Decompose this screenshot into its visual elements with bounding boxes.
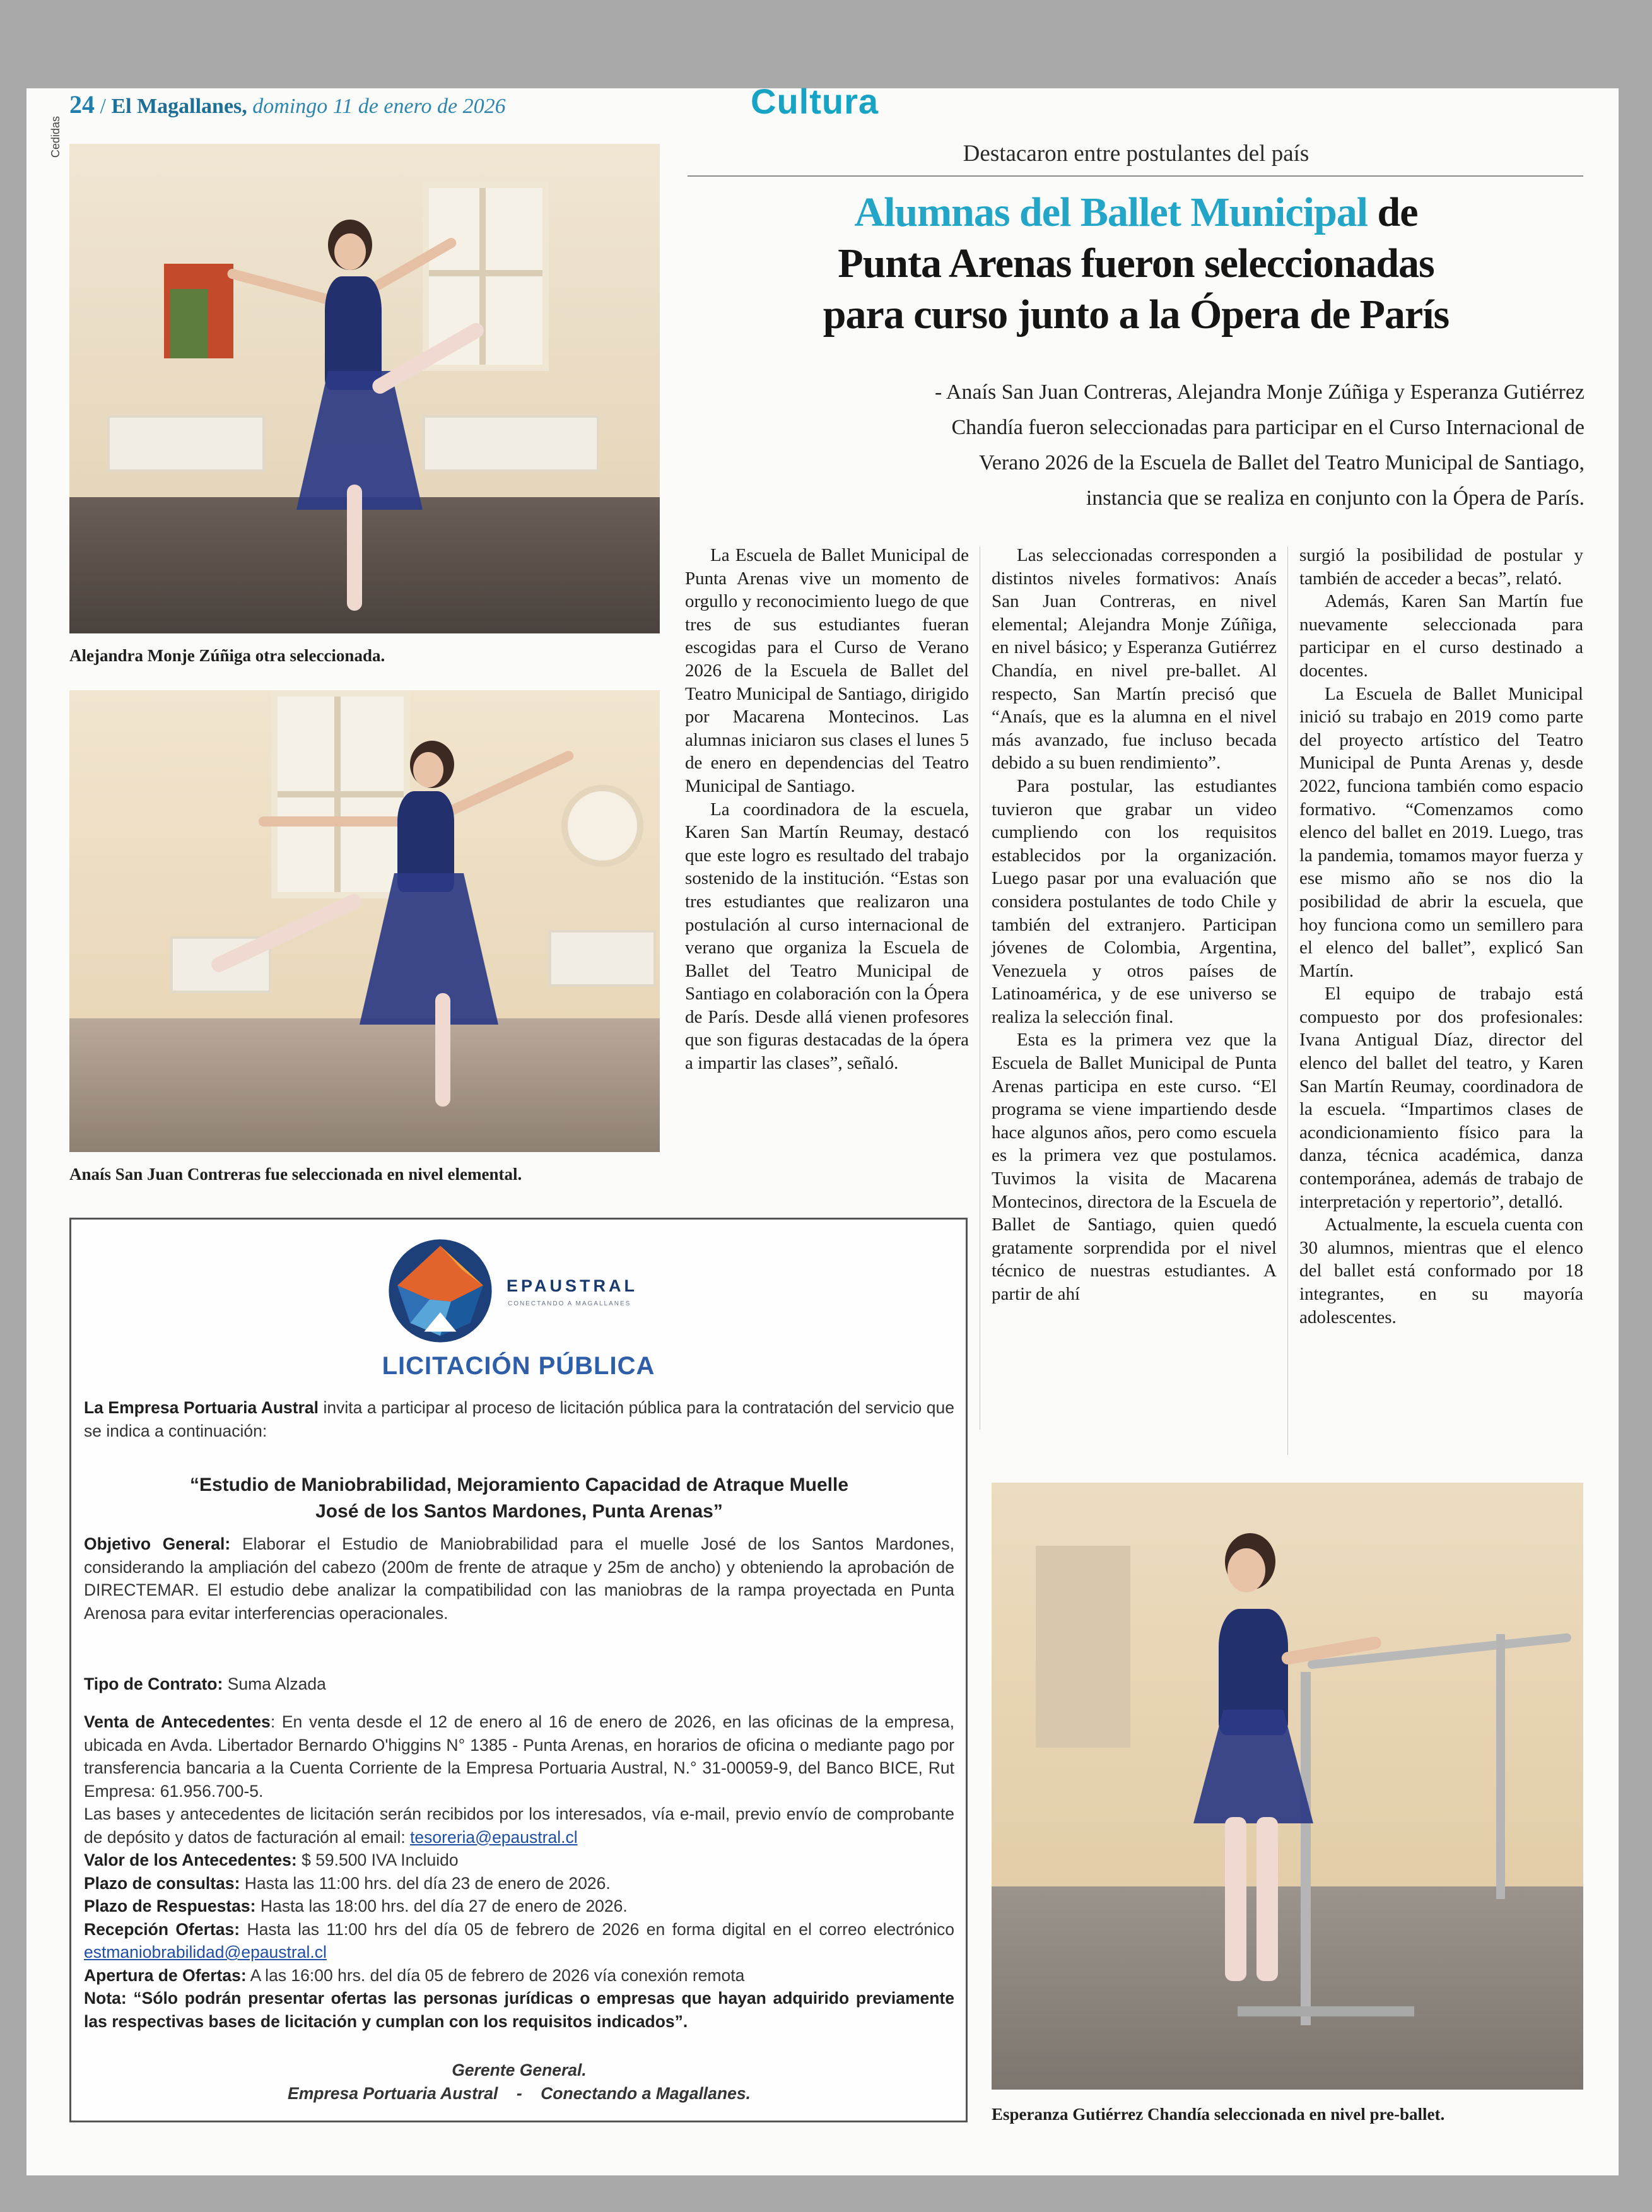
photo3-caption: Esperanza Gutiérrez Chandía seleccionada en nivel pre-ballet. <box>992 2105 1445 2124</box>
header-separator: / <box>100 95 106 118</box>
article-column-1 <box>685 544 969 1075</box>
deck-line: Chandía fueron seleccionadas para participar en el Curso Internacional de <box>951 416 1585 439</box>
deck-line: Verano 2026 de la Escuela de Ballet del Teatro Municipal de Santiago, <box>978 451 1585 474</box>
paragraph: La Escuela de Ballet Municipal inició su trabajo en 2019 como parte del proyecto artístico del Teatro Municipal de Punta Arenas y, desde 2022, funciona también como espacio formativo. “Comenzamos como elenco del ballet en 2019. Luego, tras la pandemia, tomamos mayor fuerza y ese mismo año se nos dio la posibilidad de abrir la escuela, que hoy funciona como un semillero para el elenco del ballet”, explicó San Martín. <box>1299 683 1583 981</box>
service-title-line: “Estudio de Maniobrabilidad, Mejoramiento Capacidad de Atraque Muelle <box>189 1474 849 1495</box>
paragraph: Para postular, las estudiantes tuvieron que grabar un video cumpliendo con los requisitos establecidos por la organización. Luego pasar por una evaluación que considera postulantes de todo Chile y también del extranjero. Participan jóvenes de Colombia, Argentina, Venezuela y otros países de Latinoamérica, y de ese universo se realiza la selección final. <box>992 775 1277 1027</box>
sale-label: Venta de Antecedentes <box>84 1712 271 1731</box>
note-label: Nota: <box>84 1989 127 2008</box>
signature-slogan: Conectando a Magallanes. <box>541 2083 751 2103</box>
opening-text: A las 16:00 hrs. del día 05 de febrero de 2026 vía conexión remota <box>246 1965 745 1985</box>
newspaper-name: El Magallanes, <box>111 95 247 118</box>
objective <box>84 1533 954 1625</box>
photo1-caption: Alejandra Monje Zúñiga otra seleccionada. <box>69 646 385 665</box>
value-text: $ 59.500 IVA Incluido <box>296 1850 459 1869</box>
signature-company: Empresa Portuaria Austral <box>288 2083 498 2103</box>
photo-credit: Cedidas <box>49 115 62 158</box>
section-title: Cultura <box>751 81 879 121</box>
photo-alejandra <box>69 144 660 633</box>
page-header <box>69 90 506 119</box>
headline-line3: para curso junto a la Ópera de París <box>823 291 1450 338</box>
paragraph: Esta es la primera vez que la Escuela de Ballet Municipal de Punta Arenas participa en este curso. “El programa se viene impartiendo desde hace algunos años, pero como escuela es la primera vez que postulamos. Tuvimos la visita de Macarena Montecinos, directora de la Escuela de Ballet de Santiago, quien quedó gratamente sorprendida por el nivel técnico de nuestras estudiantes. A partir de ahí <box>992 1030 1277 1304</box>
paragraph: El equipo de trabajo está compuesto por dos profesionales: Ivana Antigual Díaz, director del elenco del ballet del teatro, y Karen San Martín Reumay, coordinadora de la escuela. “Impartimos clases de acondicionamiento físico para la danza, técnica académica, danza contemporánea, además de trabajo de interpretación y repertorio”, detalló. <box>1299 984 1583 1212</box>
objective-label: Objetivo General: <box>84 1534 231 1553</box>
sale-text: : En venta desde el 12 de enero al 16 de enero de 2026, en las oficinas de la empresa, ubicada en Avda. Libertador Bernardo O'higgins N° 1385 - Punta Arenas, en horarios de oficina o mediante pago por transferencia bancaria a la Cuenta Corriente de la Empresa Portuaria Austral, N.° 31-00059-9, del Banco BICE, Rut Empresa: 61.956.700-5. <box>84 1712 954 1801</box>
contract-value: Suma Alzada <box>223 1674 326 1693</box>
signature-title: Gerente General. <box>452 2061 587 2080</box>
kicker-rule <box>688 175 1583 177</box>
tender-advertisement <box>69 1218 968 2122</box>
objective-text: Elaborar el Estudio de Maniobrabilidad para el muelle José de los Santos Mardones, considerando la ampliación del cabezo (200m de frente de atraque y 25m de ancho) y obteniendo la aprobación de DIRECTEMAR. El estudio debe analizar la compatibilidad con las maniobras de la rampa proyectada en Punta Arenosa para evitar interferencias operacionales. <box>84 1534 954 1623</box>
intro-company: La Empresa Portuaria Austral <box>84 1398 319 1417</box>
signature <box>84 2059 954 2105</box>
value-label: Valor de los Antecedentes: <box>84 1850 297 1869</box>
contract-label: Tipo de Contrato: <box>84 1674 223 1693</box>
queries-label: Plazo de consultas: <box>84 1873 240 1893</box>
service-title-line: José de los Santos Mardones, Punta Arenas” <box>315 1501 723 1522</box>
deck <box>706 375 1585 516</box>
paragraph: surgió la posibilidad de postular y también de acceder a becas”, relató. <box>1299 545 1583 589</box>
headline <box>688 187 1585 340</box>
article-column-2 <box>992 544 1277 1306</box>
kicker: Destacaron entre postulantes del país <box>963 141 1309 167</box>
offers-email-link[interactable]: estmaniobrabilidad@epaustral.cl <box>84 1943 327 1962</box>
answers-label: Plazo de Respuestas: <box>84 1897 256 1915</box>
ad-intro <box>84 1396 954 1442</box>
service-title <box>84 1472 954 1525</box>
issue-date: domingo 11 de enero de 2026 <box>252 95 506 118</box>
reception-text: Hasta las 11:00 hrs del día 05 de febrero de 2026 en forma digital en el correo electrónico <box>240 1919 955 1939</box>
headline-highlight: Alumnas del Ballet Municipal <box>854 189 1368 235</box>
paragraph: La Escuela de Ballet Municipal de Punta Arenas vive un momento de orgullo y reconocimiento luego de que tres de sus estudiantes fueran escogidas para el Curso de Verano 2026 de la Escuela de Ballet del Teatro Municipal de Santiago, dirigido por Macarena Montecinos. Las alumnas iniciaron sus clases el lunes 5 de enero en dependencias del Teatro Municipal de Santiago. <box>685 545 969 796</box>
paragraph: Actualmente, la escuela cuenta con 30 alumnos, mientras que el elenco del ballet está conformado por 18 integrantes, en su mayoría adolescentes. <box>1299 1215 1583 1327</box>
treasury-email-link[interactable]: tesoreria@epaustral.cl <box>410 1827 578 1847</box>
column-rule <box>1287 546 1288 1455</box>
paragraph: Las seleccionadas corresponden a distintos niveles formativos: Anaís San Juan Contreras, en nivel elemental; Alejandra Monje Zúñiga, en nivel básico; y Esperanza Gutiérrez Chandía, en nivel pre-ballet. Al respecto, San Martín precisó que “Anaís, que es la alumna en el nivel más avanzado, fue incluso becada debido a su buen rendimiento”. <box>992 545 1277 774</box>
article-column-3 <box>1299 544 1583 1329</box>
page-number: 24 <box>69 90 95 119</box>
bases-text: Las bases y antecedentes de licitación serán recibidos por los interesados, vía e-mail, previo envío de comprobante de depósito y datos de facturación al email: <box>84 1804 954 1847</box>
signature-separator: - <box>516 2083 522 2103</box>
tender-title: LICITACIÓN PÚBLICA <box>382 1352 655 1380</box>
deck-line: - Anaís San Juan Contreras, Alejandra Monje Zúñiga y Esperanza Gutiérrez <box>934 380 1585 404</box>
queries-text: Hasta las 11:00 hrs. del día 23 de enero de 2026. <box>240 1873 611 1893</box>
brand-tagline: CONECTANDO A MAGALLANES <box>508 1300 631 1307</box>
paragraph: La coordinadora de la escuela, Karen San Martín Reumay, destacó que este logro es resultado del trabajo sostenido de la institución. “Estas son tres estudiantes que realizaron una postulación al curso internacional de verano que organiza la Escuela de Ballet del Teatro Municipal de Santiago en colaboración con la Ópera de París. Desde allá vienen profesores que son figuras destacadas de la ópera a impartir las clases”, señaló. <box>685 799 969 1074</box>
intro-text: invita a participar al proceso de licitación pública para la contratación del servicio que se indica a continuación: <box>84 1398 954 1440</box>
answers-text: Hasta las 18:00 hrs. del día 27 de enero de 2026. <box>255 1897 628 1915</box>
note-text: “Sólo podrán presentar ofertas las personas jurídicas o empresas que hayan adquirido previamente las respectivas bases de licitación y cumplan con los requisitos indicados”. <box>84 1989 954 2031</box>
brand-name: EPAUSTRAL <box>507 1276 638 1295</box>
headline-line1-rest: de <box>1368 189 1418 235</box>
paragraph: Además, Karen San Martín fue nuevamente seleccionada para participar en el curso destinado a docentes. <box>1299 591 1583 681</box>
deck-line: instancia que se realiza en conjunto con la Ópera de París. <box>1086 486 1585 510</box>
opening-label: Apertura de Ofertas: <box>84 1965 247 1985</box>
photo-anais <box>69 690 660 1152</box>
reception-label: Recepción Ofertas: <box>84 1919 240 1939</box>
headline-line2: Punta Arenas fueron seleccionadas <box>838 240 1434 286</box>
epaustral-logo <box>387 1237 494 1344</box>
photo2-caption: Anaís San Juan Contreras fue seleccionada en nivel elemental. <box>69 1165 522 1184</box>
contract-type <box>84 1673 954 1696</box>
photo-esperanza <box>992 1483 1583 2090</box>
sale-details <box>84 1710 954 2033</box>
